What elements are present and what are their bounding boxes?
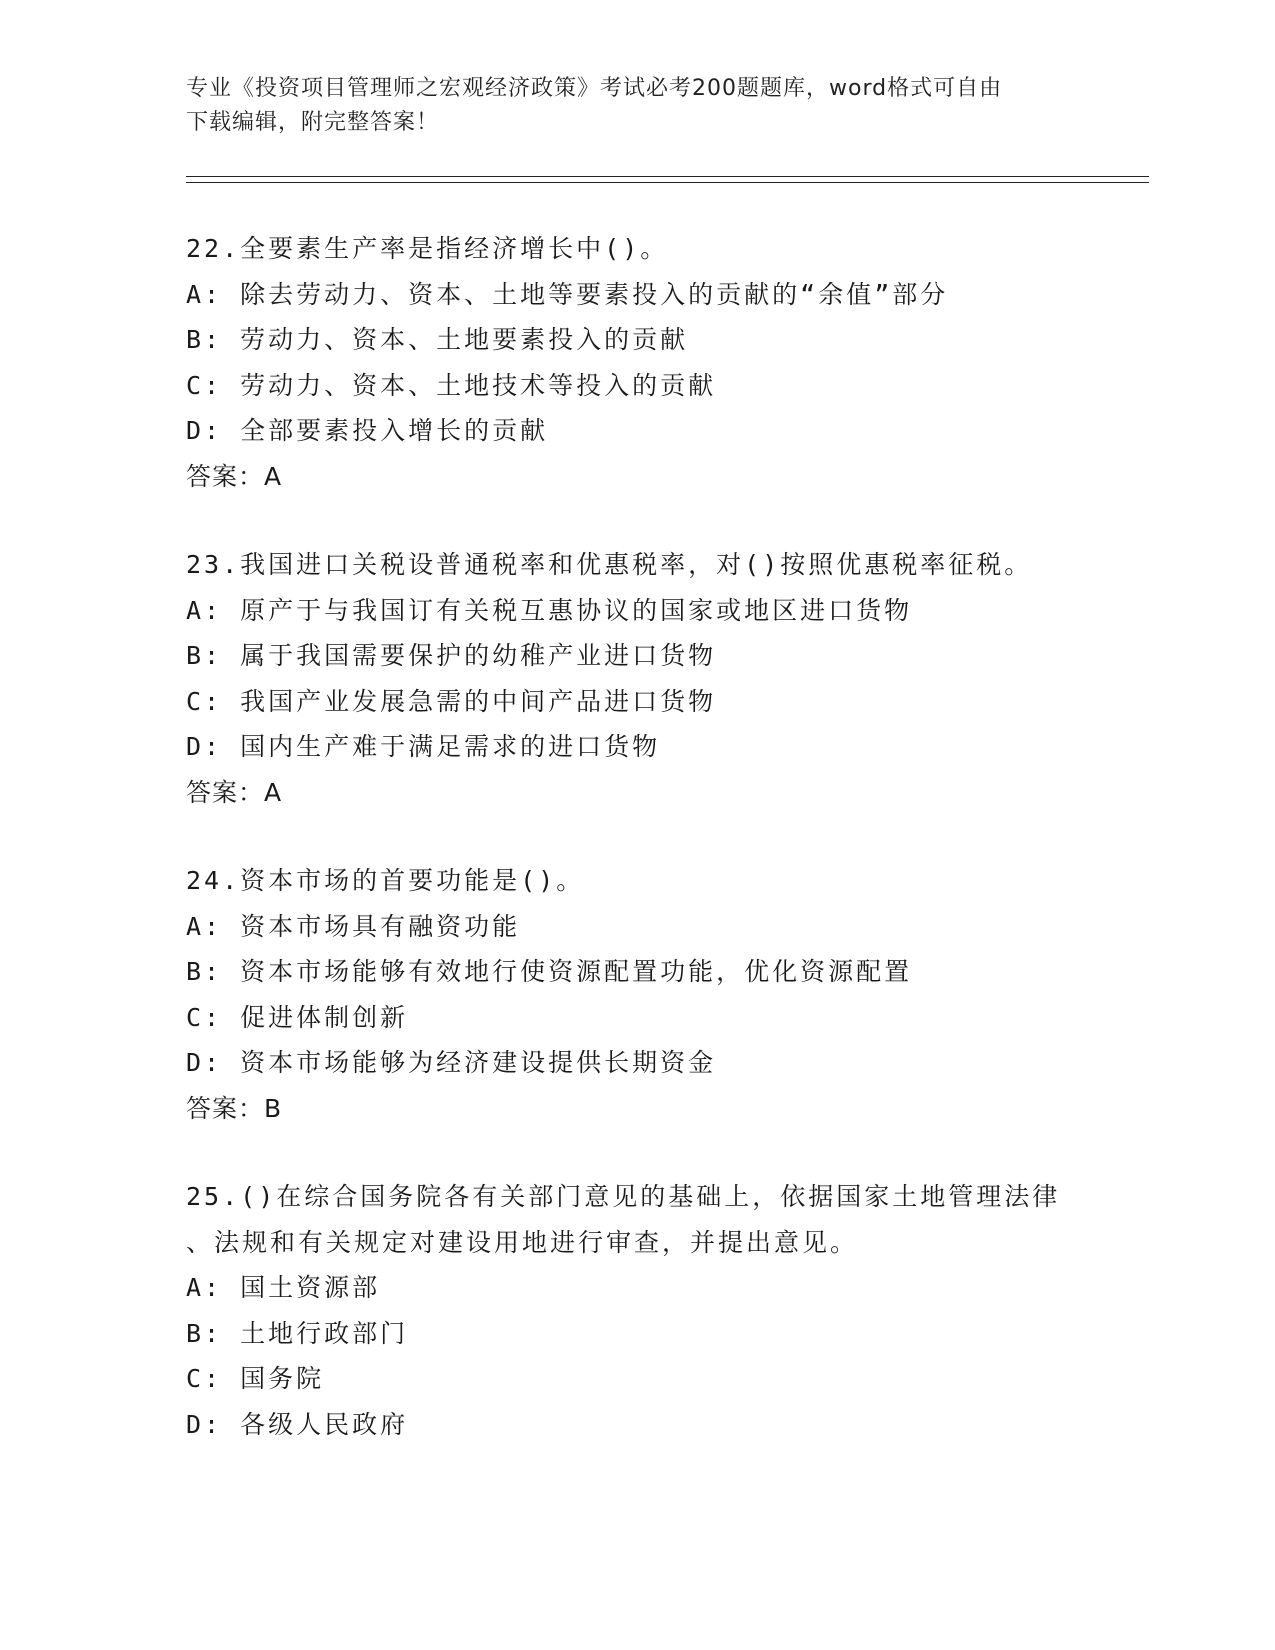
option-b: B: 属于我国需要保护的幼稚产业进口货物: [186, 641, 717, 670]
option-d: D: 国内生产难于满足需求的进口货物: [186, 732, 661, 761]
option-d: D: 全部要素投入增长的贡献: [186, 416, 549, 445]
document-header: [186, 72, 1086, 140]
answer-label: 答案：A: [186, 461, 283, 491]
header-double-rule: [186, 176, 1149, 183]
question-24: [186, 858, 1086, 1131]
question-stem: 24.资本市场的首要功能是()。: [186, 866, 585, 895]
option-d: D: 各级人民政府: [186, 1409, 409, 1439]
question-25: [186, 1174, 1086, 1447]
question-23: [186, 542, 1086, 815]
option-d: D: 资本市场能够为经济建设提供长期资金: [186, 1048, 717, 1077]
question-stem-line-2: 、法规和有关规定对建设用地进行审查，并提出意见。: [186, 1227, 859, 1257]
option-b: B: 资本市场能够有效地行使资源配置功能，优化资源配置: [186, 957, 913, 986]
header-line-1: 专业《投资项目管理师之宏观经济政策》考试必考200题题库，word格式可自由: [186, 76, 1003, 101]
option-c: C: 促进体制创新: [186, 1002, 409, 1032]
option-a: A: 国土资源部: [186, 1273, 381, 1302]
option-c: C: 劳动力、资本、土地技术等投入的贡献: [186, 370, 717, 400]
answer-label: 答案：A: [186, 777, 283, 807]
question-stem: 23.我国进口关税设普通税率和优惠税率，对()按照优惠税率征税。: [186, 550, 1033, 579]
option-c: C: 国务院: [186, 1364, 325, 1393]
option-a: A: 原产于与我国订有关税互惠协议的国家或地区进口货物: [186, 595, 913, 625]
option-b: B: 土地行政部门: [186, 1318, 409, 1348]
question-22: [186, 226, 1086, 499]
option-c: C: 我国产业发展急需的中间产品进口货物: [186, 686, 717, 716]
answer-label: 答案：B: [186, 1093, 283, 1123]
option-a: A: 资本市场具有融资功能: [186, 911, 521, 941]
header-line-2: 下载编辑，附完整答案！: [186, 110, 440, 135]
question-stem: 22.全要素生产率是指经济增长中()。: [186, 234, 669, 263]
question-stem-line-1: 25.()在综合国务院各有关部门意见的基础上，依据国家土地管理法律: [186, 1182, 1061, 1211]
option-b: B: 劳动力、资本、土地要素投入的贡献: [186, 325, 689, 354]
option-a: A: 除去劳动力、资本、土地等要素投入的贡献的“余值”部分: [186, 279, 949, 309]
